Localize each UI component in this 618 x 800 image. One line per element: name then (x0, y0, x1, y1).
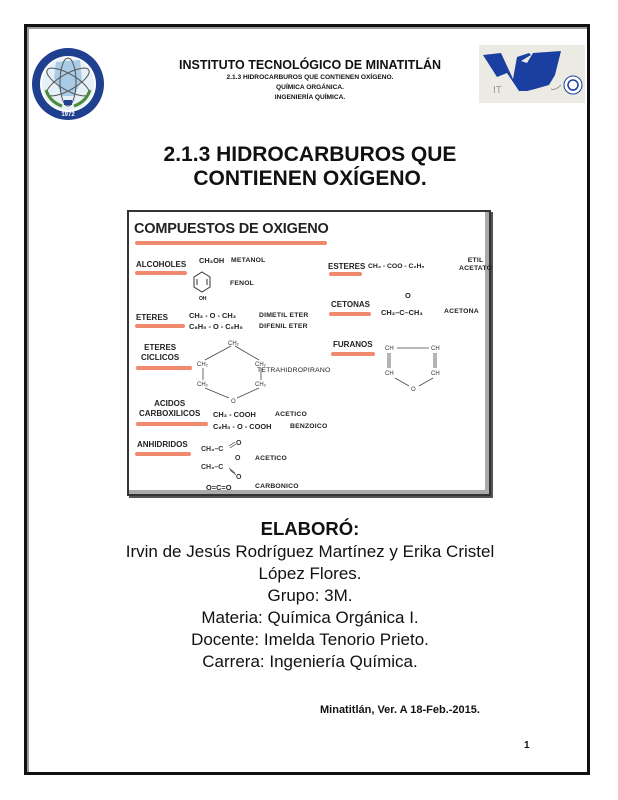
formula-etil-acetato: CH₃ - COO - C₂H₅ (368, 263, 425, 270)
heading-underline (135, 241, 327, 245)
tecnm-logo (479, 45, 585, 103)
formula-acetona: CH₃–C–CH₃ (381, 308, 423, 317)
svg-text:1972: 1972 (61, 112, 75, 118)
furan-ring-icon (383, 344, 449, 394)
svg-text:IT: IT (493, 85, 502, 96)
svg-text:CH₃–C: CH₃–C (201, 464, 224, 471)
phenol-ring-icon (191, 270, 213, 298)
oxygen-compounds-diagram (127, 210, 491, 496)
category-esteres: ESTERES (328, 262, 366, 271)
svg-text:O: O (235, 455, 241, 462)
institute-name: INSTITUTO TECNOLÓGICO DE MINATITLÁN (178, 58, 442, 72)
name-acetico: ACETICO (275, 411, 307, 418)
acetic-anhydride-structure-icon (199, 438, 259, 480)
institute-seal-logo (30, 40, 106, 130)
formula-difenil-eter: C₆H₅ - O - C₆H₅ (189, 322, 243, 331)
ketone-oxygen: O (405, 291, 411, 300)
name-fenol: FENOL (230, 280, 255, 287)
label-line: CARBOXILICOS (139, 409, 201, 418)
svg-text:CH: CH (385, 371, 394, 377)
name-tetrahidropirano: TETRAHIDROPIRANO (257, 367, 331, 374)
svg-text:CH₃–C: CH₃–C (201, 446, 224, 453)
category-eteres: ETERES (136, 313, 169, 322)
svg-text:CH₂: CH₂ (228, 341, 239, 347)
label-line: ACIDOS (154, 399, 186, 408)
document-title-line-1: 2.1.3 HIDROCARBUROS QUE (163, 143, 457, 166)
category-alcoholes: ALCOHOLES (136, 260, 187, 269)
category-anhidridos: ANHIDRIDOS (137, 440, 188, 449)
name-benzoico: BENZOICO (290, 423, 328, 430)
authors-line-2: López Flores. (258, 564, 362, 583)
name-anhidrido-acetico: ACETICO (255, 455, 287, 462)
diagram-heading: COMPUESTOS DE OXIGENO (134, 221, 329, 237)
category-underline (136, 422, 208, 426)
formula-acetico: CH₃ - COOH (213, 410, 256, 419)
category-cetonas: CETONAS (331, 300, 370, 309)
formula-dimetil-eter: CH₃ - O - CH₃ (189, 311, 237, 320)
svg-text:O: O (231, 399, 236, 404)
document-title-line-2: CONTIENEN OXÍGENO. (193, 167, 427, 190)
svg-text:CH: CH (431, 346, 440, 352)
name-etil-acetato (459, 257, 492, 273)
svg-text:CH₂: CH₂ (197, 382, 208, 388)
subject-line: Materia: Química Orgánica I. (201, 608, 419, 627)
category-acidos-carboxilicos (139, 399, 200, 419)
svg-text:CH: CH (431, 371, 440, 377)
elaboro-heading: ELABORÓ: (260, 518, 360, 539)
svg-text:O: O (411, 387, 416, 393)
category-underline (135, 324, 185, 328)
authors-line-1: Irvin de Jesús Rodríguez Martínez y Erika Cristel (125, 542, 495, 561)
category-underline (329, 312, 371, 316)
header-subtitle-topic: 2.1.3 HIDROCARBUROS QUE CONTIENEN OXÍGENO. (226, 74, 394, 81)
label-line: CICLICOS (141, 353, 180, 362)
category-eteres-ciclicos (141, 343, 179, 363)
label-line: ETERES (144, 343, 177, 352)
category-underline (329, 272, 362, 276)
svg-text:CH₂: CH₂ (197, 362, 208, 368)
place-date: Minatitlán, Ver. A 18-Feb.-2015. (320, 704, 480, 716)
page-number: 1 (524, 740, 530, 751)
name-carbonico: CARBONICO (255, 483, 299, 490)
teacher-line: Docente: Imelda Tenorio Prieto. (191, 630, 429, 649)
header-subtitle-subject: QUÍMICA ORGÁNICA. (276, 84, 344, 91)
group-line: Grupo: 3M. (267, 586, 353, 605)
category-underline (135, 452, 191, 456)
svg-text:CH₂: CH₂ (255, 382, 266, 388)
svg-text:O: O (236, 474, 242, 480)
name-acetona: ACETONA (444, 308, 479, 315)
career-line: Carrera: Ingeniería Química. (202, 652, 418, 671)
formula-carbonico: O=C=O (206, 483, 232, 492)
document-title (100, 143, 520, 191)
name-line: ACETATO (459, 265, 493, 272)
category-furanos: FURANOS (333, 340, 373, 349)
category-underline (136, 366, 192, 370)
category-underline (135, 271, 187, 275)
name-dimetil-eter: DIMETIL ETER (259, 312, 309, 319)
name-difenil-eter: DIFENIL ETER (259, 323, 308, 330)
name-metanol: METANOL (231, 257, 266, 264)
svg-text:O: O (236, 440, 242, 447)
header-subtitle-career: INGENIERÍA QUÍMICA. (274, 94, 346, 101)
formula-metanol: CH₃OH (199, 256, 225, 265)
name-line: ETIL (467, 257, 484, 264)
phenol-oh: OH (199, 296, 207, 302)
formula-benzoico: C₆H₅ - O - COOH (213, 422, 272, 431)
category-underline (331, 352, 375, 356)
svg-text:CH: CH (385, 346, 394, 352)
svg-text:CH₂: CH₂ (255, 362, 266, 368)
